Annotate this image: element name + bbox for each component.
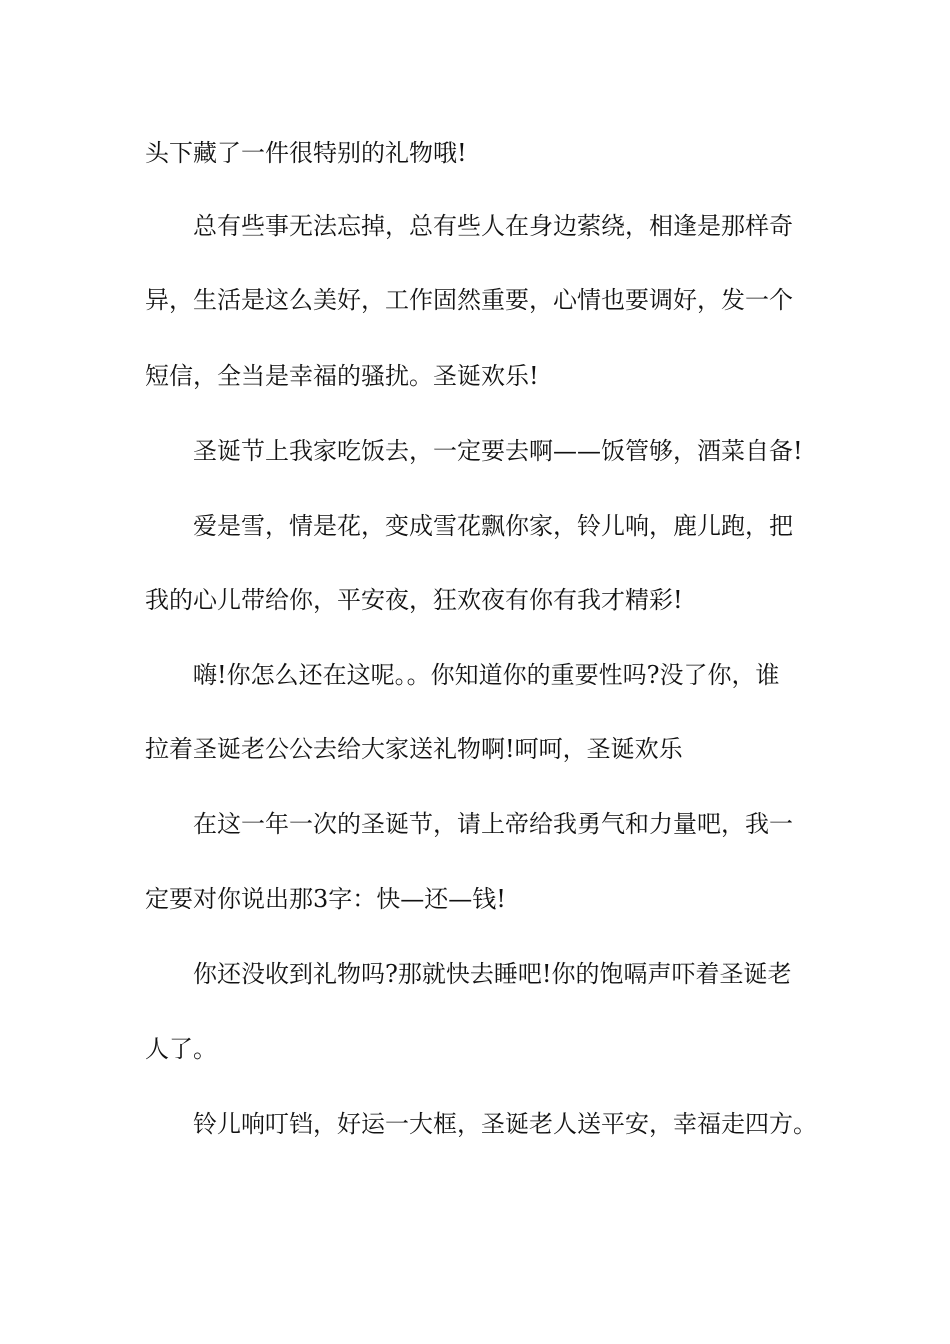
text-line: 圣诞节上我家吃饭去，一定要去啊——饭管够，酒菜自备!: [193, 437, 803, 465]
text-line: 拉着圣诞老公公去给大家送礼物啊!呵呵，圣诞欢乐: [145, 735, 683, 763]
text-line: 人了。: [145, 1035, 217, 1063]
text-line: 短信，全当是幸福的骚扰。圣诞欢乐!: [145, 362, 539, 390]
text-line: 铃儿响叮铛，好运一大框，圣诞老人送平安，幸福走四方。: [193, 1110, 817, 1138]
text-line: 嗨!你怎么还在这呢。。你知道你的重要性吗?没了你，谁: [193, 661, 780, 689]
text-line: 爱是雪，情是花，变成雪花飘你家，铃儿响，鹿儿跑，把: [193, 512, 793, 540]
text-line: 头下藏了一件很特别的礼物哦!: [145, 139, 467, 167]
text-line: 我的心儿带给你，平安夜，狂欢夜有你有我才精彩!: [145, 586, 683, 614]
text-line: 在这一年一次的圣诞节，请上帝给我勇气和力量吧，我一: [193, 810, 793, 838]
text-line: 你还没收到礼物吗?那就快去睡吧!你的饱嗝声吓着圣诞老: [193, 960, 792, 988]
text-line: 总有些事无法忘掉，总有些人在身边萦绕，相逢是那样奇: [193, 212, 793, 240]
text-line: 异，生活是这么美好，工作固然重要，心情也要调好，发一个: [145, 286, 793, 314]
text-line: 定要对你说出那3字：快—还—钱!: [145, 885, 506, 913]
